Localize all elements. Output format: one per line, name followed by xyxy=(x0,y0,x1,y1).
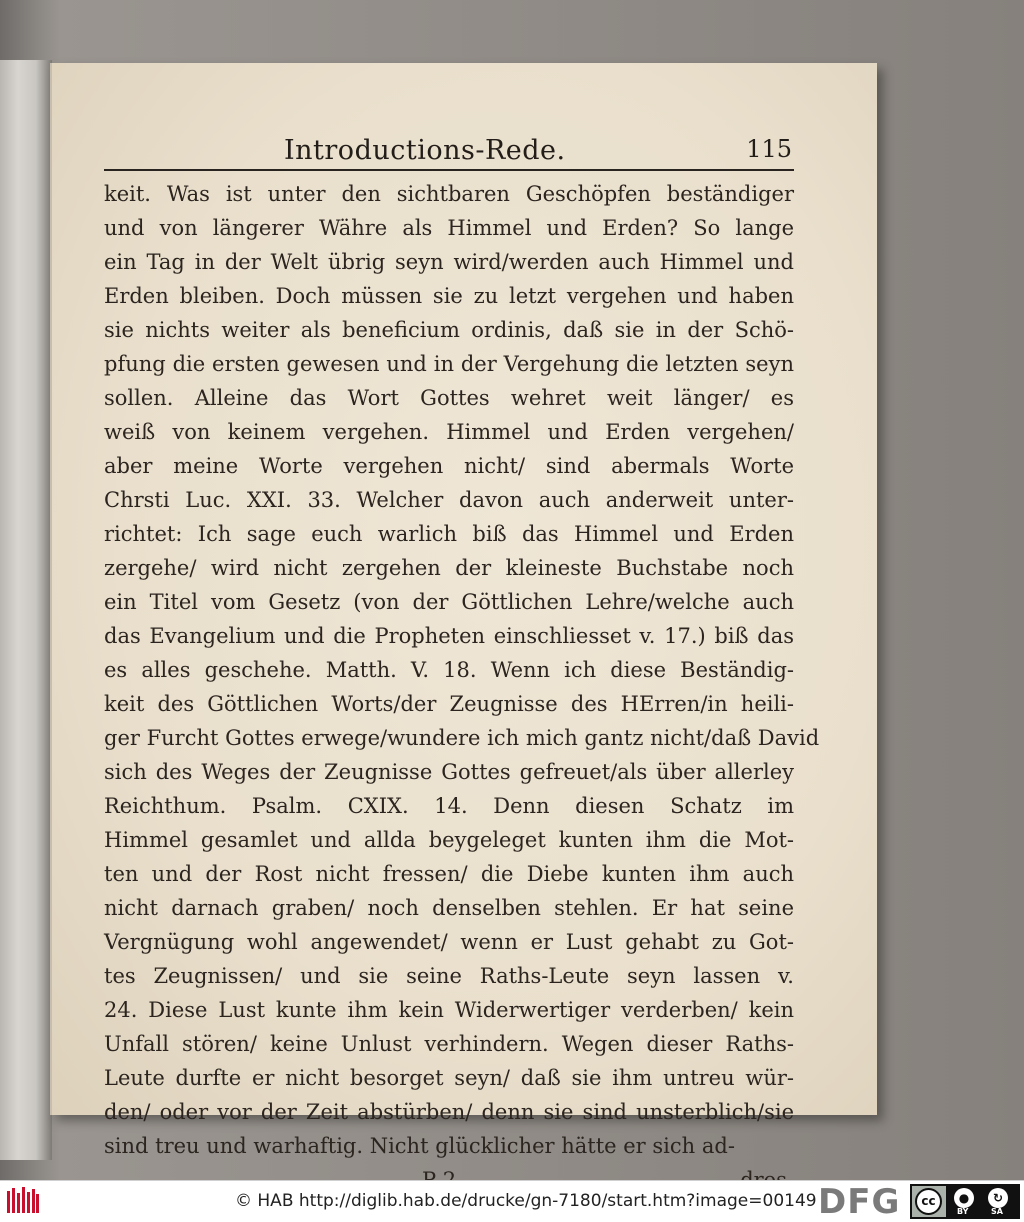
page-header xyxy=(104,133,794,171)
text-line: keit. Was ist unter den sichtbaren Geschöpfen beständiger xyxy=(104,182,794,206)
text-line: ten und der Rost nicht fressen/ die Diebe kunten ihm auch xyxy=(104,862,794,886)
text-line: ger Furcht Gottes erwege/wundere ich mich gantz nicht/daß David xyxy=(104,726,820,750)
text-line: 24. Diese Lust kunte ihm kein Widerwertiger verderben/ kein xyxy=(104,998,794,1022)
text-line: Erden bleiben. Doch müssen sie zu letzt vergehen und haben xyxy=(104,284,794,308)
cc-license-badge[interactable] xyxy=(910,1184,1020,1219)
text-line: Vergnügung wohl angewendet/ wenn er Lust gehabt zu Got- xyxy=(104,930,794,954)
text-line: und von längerer Währe als Himmel und Erden? So lange xyxy=(104,216,794,240)
text-line: den/ oder vor der Zeit abstürben/ denn sie sind unsterblich/sie xyxy=(104,1100,794,1124)
text-line: weiß von keinem vergehen. Himmel und Erden vergehen/ xyxy=(104,420,794,444)
text-line: Reichthum. Psalm. CXIX. 14. Denn diesen Schatz im xyxy=(104,794,794,818)
text-line: ein Tag in der Welt übrig seyn wird/werden auch Himmel und xyxy=(104,250,794,274)
text-line: nicht darnach graben/ noch denselben stehlen. Er hat seine xyxy=(104,896,794,920)
text-line: keit des Göttlichen Worts/der Zeugnisse des HErren/in heili- xyxy=(104,692,794,716)
text-line: Himmel gesamlet und allda beygeleget kunten ihm die Mot- xyxy=(104,828,794,852)
text-line: es alles geschehe. Matth. V. 18. Wenn ich diese Beständig- xyxy=(104,658,794,682)
body-text xyxy=(104,177,820,1163)
page-content xyxy=(104,133,820,1197)
text-line: sich des Weges der Zeugnisse Gottes gefreuet/als über allerley xyxy=(104,760,794,784)
cc-by-label: BY xyxy=(957,1207,969,1216)
text-line: sollen. Alleine das Wort Gottes wehret weit länger/ es xyxy=(104,386,794,410)
running-head: Introductions-Rede. xyxy=(284,135,566,166)
book-page xyxy=(50,63,877,1158)
text-line: sind treu und warhaftig. Nicht glücklicher hätte er sich ad- xyxy=(104,1134,735,1158)
cc-sa-label: SA xyxy=(991,1207,1003,1216)
text-line: tes Zeugnissen/ und sie seine Raths-Leute seyn lassen v. xyxy=(104,964,794,988)
attribution-icon: ● xyxy=(954,1188,974,1208)
share-alike-icon: ↻ xyxy=(988,1188,1008,1208)
page-number: 115 xyxy=(746,135,792,163)
text-line: zergehe/ wird nicht zergehen der kleineste Buchstabe noch xyxy=(104,556,794,580)
hab-logo-icon xyxy=(6,1185,40,1217)
previous-page-edge xyxy=(0,60,52,1160)
cc-terms-block xyxy=(946,1186,1018,1217)
cc-icon: cc xyxy=(915,1188,942,1215)
attribution-bar xyxy=(0,1180,1024,1222)
copyright-link[interactable]: © HAB http://diglib.hab.de/drucke/gn-7180/start.htm?image=00149 xyxy=(235,1191,817,1211)
text-line: Unfall stören/ keine Unlust verhindern. Wegen dieser Raths- xyxy=(104,1032,794,1056)
text-line: das Evangelium und die Propheten einschliesset v. 17.) biß das xyxy=(104,624,794,648)
text-line: richtet: Ich sage euch warlich biß das Himmel und Erden xyxy=(104,522,794,546)
text-line: ein Titel vom Gesetz (von der Göttlichen Lehre/welche auch xyxy=(104,590,794,614)
text-line: aber meine Worte vergehen nicht/ sind abermals Worte xyxy=(104,454,794,478)
text-line: sie nichts weiter als beneficium ordinis, daß sie in der Schö- xyxy=(104,318,794,342)
text-line: pfung die ersten gewesen und in der Vergehung die letzten seyn xyxy=(104,352,794,376)
dfg-logo: DFG xyxy=(818,1182,901,1222)
text-line: Leute durfte er nicht besorget seyn/ daß sie ihm untreu wür- xyxy=(104,1066,794,1090)
text-line: Chrsti Luc. XXI. 33. Welcher davon auch anderweit unter- xyxy=(104,488,794,512)
